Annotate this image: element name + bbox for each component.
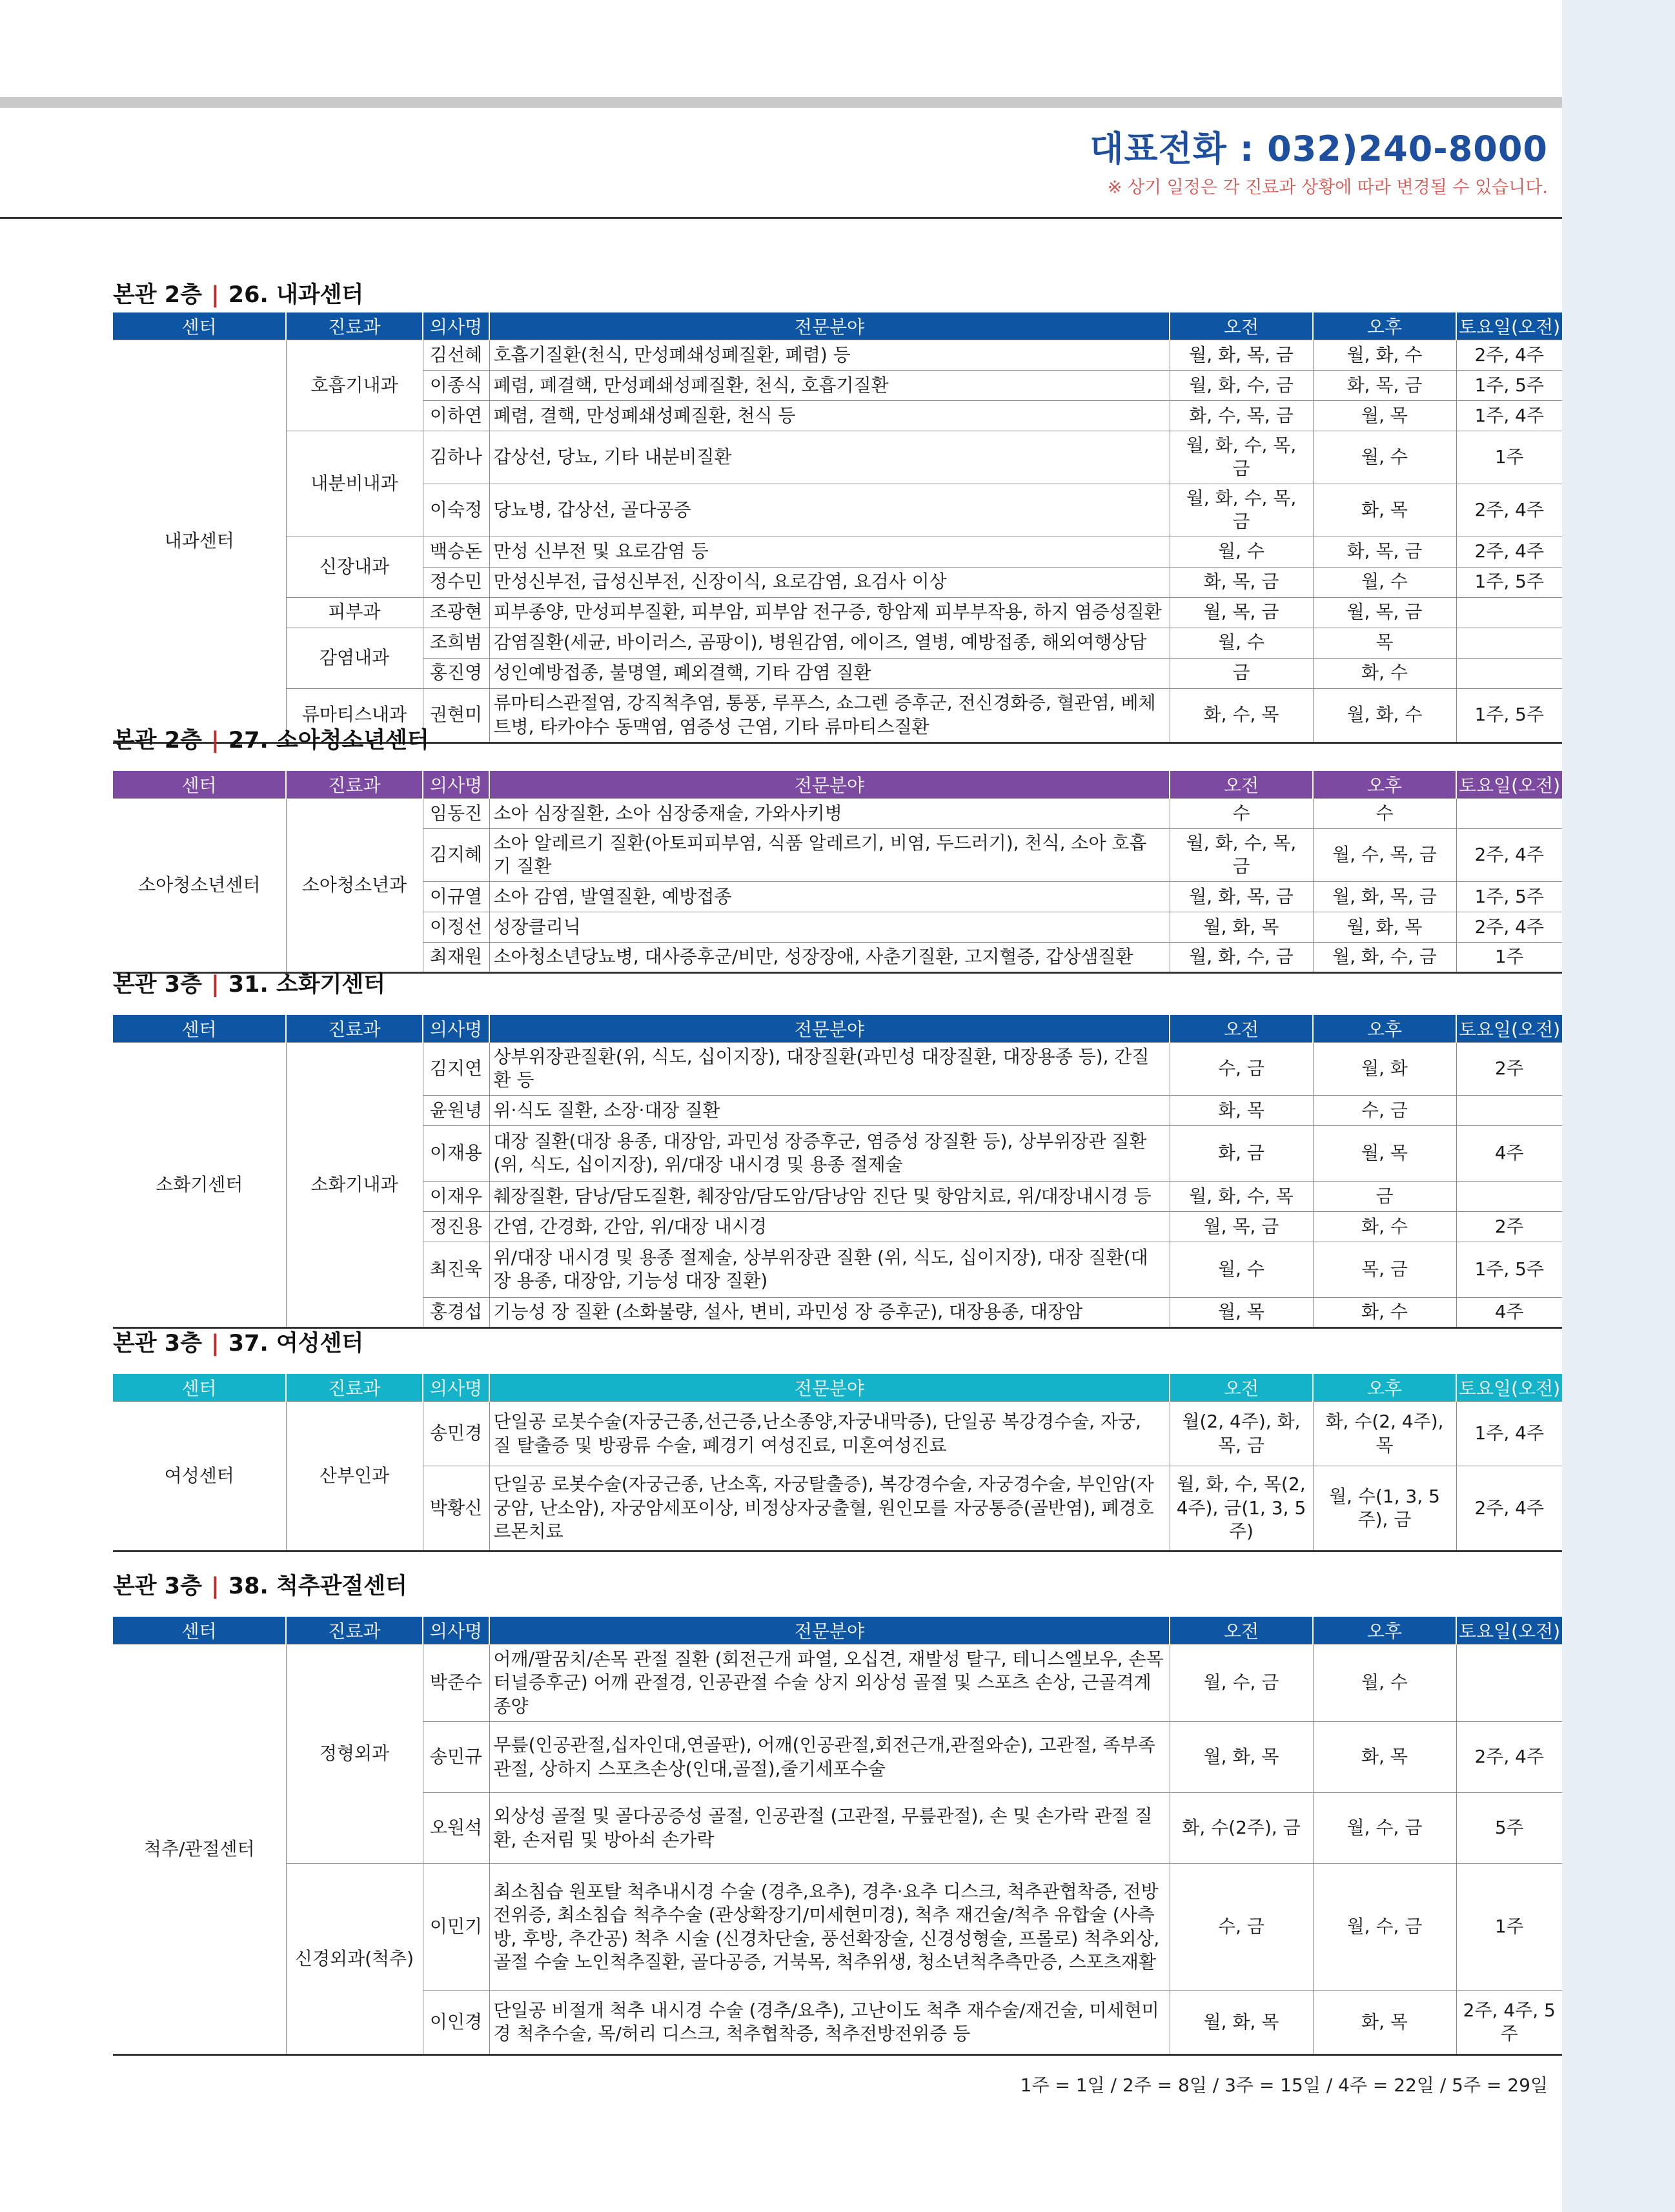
dept-cell: 신장내과 <box>286 537 423 597</box>
sat-schedule: 5주 <box>1456 1793 1562 1864</box>
dept-cell: 정형외과 <box>286 1644 423 1864</box>
doctor-name: 정수민 <box>423 567 489 597</box>
am-schedule: 월, 수 <box>1170 628 1313 658</box>
dept-cell: 신경외과(척추) <box>286 1864 423 2055</box>
table-header-row: 센터 진료과 의사명 전문분야 오전 오후 토요일(오전) <box>113 1374 1562 1402</box>
pm-schedule: 월, 목 <box>1313 401 1456 431</box>
doctor-name: 이민기 <box>423 1864 489 1991</box>
specialty: 소아 알레르기 질환(아토피피부염, 식품 알레르기, 비염, 두드러기), 천식, 소아 호흡기 질환 <box>489 829 1170 882</box>
pm-schedule: 금 <box>1313 1181 1456 1211</box>
table-row <box>113 537 1562 567</box>
sat-schedule <box>1456 658 1562 688</box>
am-schedule: 화, 수(2주), 금 <box>1170 1793 1313 1864</box>
dept-cell: 내분비내과 <box>286 431 423 537</box>
doctor-name: 김지연 <box>423 1043 489 1096</box>
specialty: 폐렴, 폐결핵, 만성폐쇄성폐질환, 천식, 호흡기질환 <box>489 371 1170 401</box>
am-schedule: 월, 수 <box>1170 537 1313 567</box>
specialty: 간염, 간경화, 간암, 위/대장 내시경 <box>489 1211 1170 1242</box>
center-cell: 소아청소년센터 <box>113 799 286 973</box>
pm-schedule: 월, 수, 목, 금 <box>1313 829 1456 882</box>
sat-schedule: 2주, 4주 <box>1456 912 1562 942</box>
section-title: 본관 3층 | 37. 여성센터 <box>113 1331 364 1357</box>
table-row <box>113 1402 1562 1466</box>
sat-schedule: 2주, 4주 <box>1456 1466 1562 1551</box>
pm-schedule: 수, 금 <box>1313 1095 1456 1125</box>
table-header-row: 센터 진료과 의사명 전문분야 오전 오후 토요일(오전) <box>113 1015 1562 1043</box>
specialty: 기능성 장 질환 (소화불량, 설사, 변비, 과민성 장 증후군), 대장용종, 대장암 <box>489 1297 1170 1327</box>
doctor-name: 이정선 <box>423 912 489 942</box>
sat-schedule: 1주 <box>1456 431 1562 484</box>
doctor-name: 최재원 <box>423 942 489 972</box>
am-schedule: 월, 화, 수, 금 <box>1170 942 1313 972</box>
sat-schedule: 2주 <box>1456 1211 1562 1242</box>
specialty: 당뇨병, 갑상선, 골다공증 <box>489 484 1170 537</box>
specialty: 폐렴, 결핵, 만성폐쇄성폐질환, 천식 등 <box>489 401 1170 431</box>
pm-schedule: 화, 목, 금 <box>1313 537 1456 567</box>
top-bar <box>0 97 1562 108</box>
table-row <box>113 799 1562 829</box>
sat-schedule <box>1456 1095 1562 1125</box>
sat-schedule: 2주, 4주 <box>1456 1722 1562 1793</box>
specialty: 단일공 비절개 척추 내시경 수술 (경추/요추), 고난이도 척추 재수술/재건술, 미세현미경 척추수술, 목/허리 디스크, 척추협착증, 척추전방전위증 등 <box>489 1991 1170 2055</box>
sat-schedule: 1주, 4주 <box>1456 1402 1562 1466</box>
section-title: 본관 2층 | 26. 내과센터 <box>113 282 364 308</box>
schedule-table <box>113 1617 1562 2056</box>
pm-schedule: 목 <box>1313 628 1456 658</box>
sat-schedule: 2주, 4주 <box>1456 340 1562 371</box>
pm-schedule: 월, 수, 금 <box>1313 1864 1456 1991</box>
section-women <box>113 1326 1562 1552</box>
schedule-table <box>113 312 1562 744</box>
doctor-name: 홍경섭 <box>423 1297 489 1327</box>
doctor-name: 김하나 <box>423 431 489 484</box>
specialty: 외상성 골절 및 골다공증성 골절, 인공관절 (고관절, 무릎관절), 손 및 손가락 관절 질환, 손저림 및 방아쇠 손가락 <box>489 1793 1170 1864</box>
schedule-notice: ※ 상기 일정은 각 진료과 상황에 따라 변경될 수 있습니다. <box>1107 178 1548 198</box>
specialty: 최소침습 원포탈 척추내시경 수술 (경추,요추), 경추·요추 디스크, 척추관협착증, 전방전위증, 최소침습 척추수술 (관상확장기/미세현미경), 척추 재건술/척추 유합술 (사측방, 후방, 추간공) 척추 시술 (신경차단술, 풍선확장술, 신경성형술, 프롤로) 척추외상, 골절 수술 노인척추질환, 골다공증, 거북목, 척추위생, 청소년척추측만증, 스포츠재활 <box>489 1864 1170 1991</box>
am-schedule: 월, 목, 금 <box>1170 597 1313 628</box>
sat-schedule <box>1456 628 1562 658</box>
specialty: 갑상선, 당뇨, 기타 내분비질환 <box>489 431 1170 484</box>
am-schedule: 월, 화, 목, 금 <box>1170 340 1313 371</box>
sat-schedule: 2주, 4주, 5주 <box>1456 1991 1562 2055</box>
specialty: 호흡기질환(천식, 만성폐쇄성폐질환, 폐렴) 등 <box>489 340 1170 371</box>
sat-schedule: 1주, 5주 <box>1456 567 1562 597</box>
doctor-name: 김지혜 <box>423 829 489 882</box>
pm-schedule: 화, 수(2, 4주), 목 <box>1313 1402 1456 1466</box>
am-schedule: 월, 수 <box>1170 1242 1313 1297</box>
section-title: 본관 2층 | 27. 소아청소년센터 <box>113 728 429 753</box>
am-schedule: 화, 수, 목 <box>1170 688 1313 742</box>
am-schedule: 월, 화, 수, 목 <box>1170 1181 1313 1211</box>
am-schedule: 월, 목 <box>1170 1297 1313 1327</box>
specialty: 소아청소년당뇨병, 대사증후군/비만, 성장장애, 사춘기질환, 고지혈증, 갑상샘질환 <box>489 942 1170 972</box>
sat-schedule: 4주 <box>1456 1297 1562 1327</box>
am-schedule: 수, 금 <box>1170 1043 1313 1096</box>
doctor-name: 조광현 <box>423 597 489 628</box>
doctor-name: 박준수 <box>423 1644 489 1722</box>
pm-schedule: 월, 수 <box>1313 567 1456 597</box>
am-schedule: 수, 금 <box>1170 1864 1313 1991</box>
doctor-name: 임동진 <box>423 799 489 829</box>
pm-schedule: 화, 목 <box>1313 484 1456 537</box>
am-schedule: 금 <box>1170 658 1313 688</box>
pm-schedule: 월, 목 <box>1313 1125 1456 1181</box>
table-row <box>113 1043 1562 1096</box>
pm-schedule: 목, 금 <box>1313 1242 1456 1297</box>
table-row <box>113 1864 1562 1991</box>
am-schedule: 월, 화, 목, 금 <box>1170 881 1313 912</box>
sat-schedule: 1주 <box>1456 942 1562 972</box>
dept-cell: 호흡기내과 <box>286 340 423 431</box>
pm-schedule: 월, 수(1, 3, 5주), 금 <box>1313 1466 1456 1551</box>
center-cell: 내과센터 <box>113 340 286 743</box>
specialty: 소아 심장질환, 소아 심장중재술, 가와사키병 <box>489 799 1170 829</box>
am-schedule: 월, 화, 목 <box>1170 912 1313 942</box>
am-schedule: 월, 화, 수, 금 <box>1170 371 1313 401</box>
table-row <box>113 597 1562 628</box>
am-schedule: 월, 수, 금 <box>1170 1644 1313 1722</box>
sat-schedule <box>1456 597 1562 628</box>
am-schedule: 월, 화, 목 <box>1170 1991 1313 2055</box>
section-pediatrics <box>113 723 1562 974</box>
doctor-name: 최진욱 <box>423 1242 489 1297</box>
doctor-name: 김선혜 <box>423 340 489 371</box>
pm-schedule: 수 <box>1313 799 1456 829</box>
table-row <box>113 340 1562 371</box>
schedule-table <box>113 1015 1562 1329</box>
pm-schedule: 월, 수 <box>1313 431 1456 484</box>
specialty: 만성 신부전 및 요로감염 등 <box>489 537 1170 567</box>
doctor-name: 윤원녕 <box>423 1095 489 1125</box>
specialty: 감염질환(세균, 바이러스, 곰팡이), 병원감염, 에이즈, 열병, 예방접종, 해외여행상담 <box>489 628 1170 658</box>
sat-schedule <box>1456 1644 1562 1722</box>
table-row <box>113 431 1562 484</box>
pm-schedule: 화, 수 <box>1313 1297 1456 1327</box>
specialty: 성인예방접종, 불명열, 폐외결핵, 기타 감염 질환 <box>489 658 1170 688</box>
table-header-row: 센터 진료과 의사명 전문분야 오전 오후 토요일(오전) <box>113 771 1562 799</box>
am-schedule: 월, 화, 수, 목(2, 4주), 금(1, 3, 5주) <box>1170 1466 1313 1551</box>
dept-cell: 산부인과 <box>286 1402 423 1551</box>
center-cell: 척추/관절센터 <box>113 1644 286 2055</box>
sat-schedule: 1주 <box>1456 1864 1562 1991</box>
specialty: 단일공 로봇수술(자궁근종,선근증,난소종양,자궁내막증), 단일공 복강경수술, 자궁, 질 탈출증 및 방광류 수술, 폐경기 여성진료, 미혼여성진료 <box>489 1402 1170 1466</box>
section-title: 본관 3층 | 31. 소화기센터 <box>113 972 386 998</box>
pm-schedule: 월, 수, 금 <box>1313 1793 1456 1864</box>
table-row <box>113 1644 1562 1722</box>
sat-schedule: 2주, 4주 <box>1456 537 1562 567</box>
dept-cell: 류마티스내과 <box>286 688 423 742</box>
sat-schedule: 2주, 4주 <box>1456 829 1562 882</box>
doctor-name: 이재우 <box>423 1181 489 1211</box>
sat-schedule: 1주, 5주 <box>1456 881 1562 912</box>
doctor-name: 백승돈 <box>423 537 489 567</box>
am-schedule: 화, 수, 목, 금 <box>1170 401 1313 431</box>
specialty: 위·식도 질환, 소장·대장 질환 <box>489 1095 1170 1125</box>
pm-schedule: 월, 목, 금 <box>1313 597 1456 628</box>
dept-cell: 피부과 <box>286 597 423 628</box>
dept-cell: 소화기내과 <box>286 1043 423 1328</box>
specialty: 위/대장 내시경 및 용종 절제술, 상부위장관 질환 (위, 식도, 십이지장), 대장 질환(대장 용종, 대장암, 기능성 대장 질환) <box>489 1242 1170 1297</box>
sat-schedule: 4주 <box>1456 1125 1562 1181</box>
am-schedule: 월, 화, 수, 목, 금 <box>1170 431 1313 484</box>
specialty: 성장클리닉 <box>489 912 1170 942</box>
doctor-name: 이숙정 <box>423 484 489 537</box>
doctor-name: 송민경 <box>423 1402 489 1466</box>
specialty: 어깨/팔꿈치/손목 관절 질환 (회전근개 파열, 오십견, 재발성 탈구, 테니스엘보우, 손목터널증후군) 어깨 관절경, 인공관절 수술 상지 외상성 골절 및 스포츠 손상, 근골격계 종양 <box>489 1644 1170 1722</box>
doctor-name: 조희범 <box>423 628 489 658</box>
pm-schedule: 월, 화 <box>1313 1043 1456 1096</box>
am-schedule: 월(2, 4주), 화, 목, 금 <box>1170 1402 1313 1466</box>
center-cell: 소화기센터 <box>113 1043 286 1328</box>
am-schedule: 월, 화, 수, 목, 금 <box>1170 829 1313 882</box>
pm-schedule: 월, 화, 수, 금 <box>1313 942 1456 972</box>
schedule-table <box>113 771 1562 974</box>
specialty: 단일공 로봇수술(자궁근종, 난소혹, 자궁탈출증), 복강경수술, 자궁경수술, 부인암(자궁암, 난소암), 자궁암세포이상, 비정상자궁출혈, 원인모를 자궁통증(골반염), 폐경호르몬치료 <box>489 1466 1170 1551</box>
am-schedule: 수 <box>1170 799 1313 829</box>
sat-schedule <box>1456 799 1562 829</box>
header-divider <box>0 217 1562 219</box>
pm-schedule: 월, 화, 목 <box>1313 912 1456 942</box>
sat-schedule: 1주, 5주 <box>1456 1242 1562 1297</box>
schedule-table <box>113 1374 1562 1552</box>
doctor-name: 이하연 <box>423 401 489 431</box>
specialty: 상부위장관질환(위, 식도, 십이지장), 대장질환(과민성 대장질환, 대장용종 등), 간질환 등 <box>489 1043 1170 1096</box>
specialty: 만성신부전, 급성신부전, 신장이식, 요로감염, 요검사 이상 <box>489 567 1170 597</box>
pm-schedule: 화, 목 <box>1313 1991 1456 2055</box>
doctor-name: 오원석 <box>423 1793 489 1864</box>
sat-schedule: 1주, 4주 <box>1456 401 1562 431</box>
section-internal-medicine <box>113 278 1562 744</box>
doctor-name: 권현미 <box>423 688 489 742</box>
table-header-row: 센터 진료과 의사명 전문분야 오전 오후 토요일(오전) <box>113 1617 1562 1644</box>
pm-schedule: 월, 수 <box>1313 1644 1456 1722</box>
specialty: 소아 감염, 발열질환, 예방접종 <box>489 881 1170 912</box>
pm-schedule: 월, 화, 수 <box>1313 340 1456 371</box>
doctor-name: 홍진영 <box>423 658 489 688</box>
doctor-name: 박황신 <box>423 1466 489 1551</box>
specialty: 무릎(인공관절,십자인대,연골판), 어깨(인공관절,회전근개,관절와순), 고관절, 족부족관절, 상하지 스포츠손상(인대,골절),줄기세포수술 <box>489 1722 1170 1793</box>
am-schedule: 화, 금 <box>1170 1125 1313 1181</box>
pm-schedule: 월, 화, 수 <box>1313 688 1456 742</box>
week-legend: 1주 = 1일 / 2주 = 8일 / 3주 = 15일 / 4주 = 22일 / 5주 = 29일 <box>1020 2074 1548 2096</box>
dept-cell: 소아청소년과 <box>286 799 423 973</box>
pm-schedule: 화, 목, 금 <box>1313 371 1456 401</box>
pm-schedule: 화, 수 <box>1313 658 1456 688</box>
am-schedule: 월, 목, 금 <box>1170 1211 1313 1242</box>
specialty: 피부종양, 만성피부질환, 피부암, 피부암 전구증, 항암제 피부부작용, 하지 염증성질환 <box>489 597 1170 628</box>
specialty: 췌장질환, 담낭/담도질환, 췌장암/담도암/담낭암 진단 및 항암치료, 위/대장내시경 등 <box>489 1181 1170 1211</box>
center-cell: 여성센터 <box>113 1402 286 1551</box>
am-schedule: 화, 목 <box>1170 1095 1313 1125</box>
doctor-name: 정진용 <box>423 1211 489 1242</box>
sat-schedule: 2주, 4주 <box>1456 484 1562 537</box>
sat-schedule: 1주, 5주 <box>1456 371 1562 401</box>
am-schedule: 월, 화, 수, 목, 금 <box>1170 484 1313 537</box>
pm-schedule: 화, 목 <box>1313 1722 1456 1793</box>
doctor-name: 이규열 <box>423 881 489 912</box>
sat-schedule: 2주 <box>1456 1043 1562 1096</box>
table-header-row: 센터 진료과 의사명 전문분야 오전 오후 토요일(오전) <box>113 312 1562 340</box>
doctor-name: 이재용 <box>423 1125 489 1181</box>
specialty: 대장 질환(대장 용종, 대장암, 과민성 장증후군, 염증성 장질환 등), 상부위장관 질환(위, 식도, 십이지장), 위/대장 내시경 및 용종 절제술 <box>489 1125 1170 1181</box>
section-gastro <box>113 967 1562 1329</box>
section-spine-joint <box>113 1569 1562 2056</box>
main-phone: 대표전화 : 032)240-8000 <box>1090 128 1548 169</box>
sat-schedule: 1주, 5주 <box>1456 688 1562 742</box>
doctor-name: 송민규 <box>423 1722 489 1793</box>
doctor-name: 이인경 <box>423 1991 489 2055</box>
section-title: 본관 3층 | 38. 척추관절센터 <box>113 1573 407 1599</box>
sat-schedule <box>1456 1181 1562 1211</box>
table-row <box>113 628 1562 658</box>
pm-schedule: 화, 수 <box>1313 1211 1456 1242</box>
doctor-name: 이종식 <box>423 371 489 401</box>
specialty: 류마티스관절염, 강직척추염, 통풍, 루푸스, 쇼그렌 증후군, 전신경화증, 혈관염, 베체트병, 타카야수 동맥염, 염증성 근염, 기타 류마티스질환 <box>489 688 1170 742</box>
pm-schedule: 월, 화, 목, 금 <box>1313 881 1456 912</box>
am-schedule: 화, 목, 금 <box>1170 567 1313 597</box>
dept-cell: 감염내과 <box>286 628 423 688</box>
am-schedule: 월, 화, 목 <box>1170 1722 1313 1793</box>
